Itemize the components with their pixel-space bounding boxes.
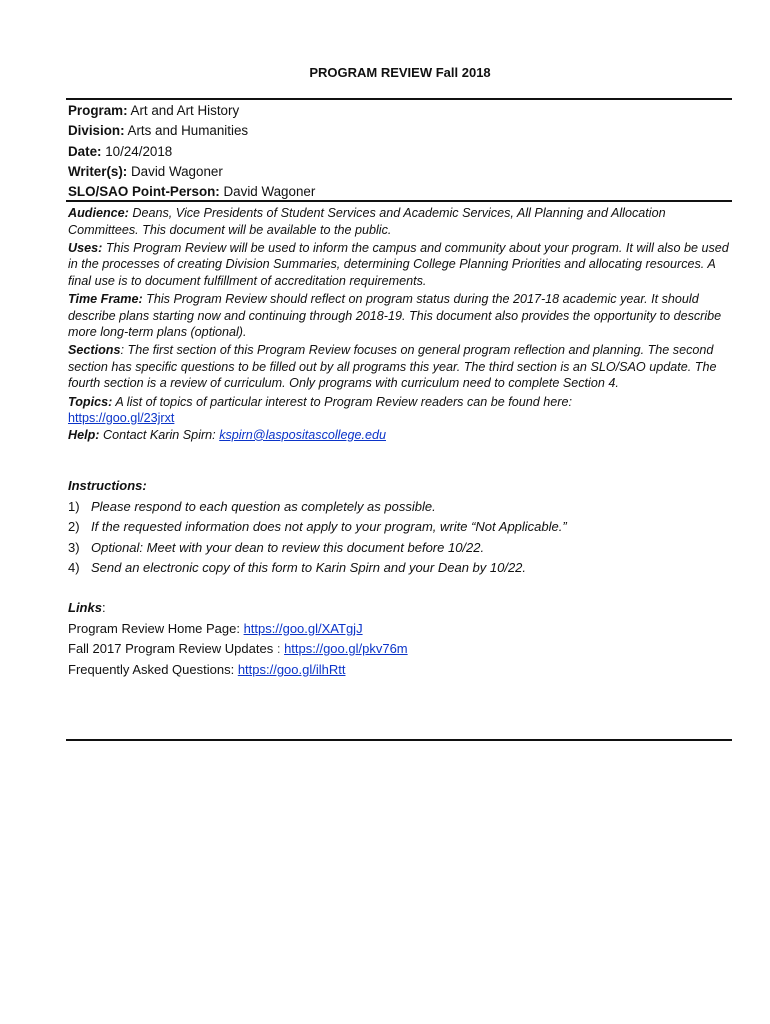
intro-section	[68, 205, 732, 443]
help-label: Help:	[68, 427, 100, 442]
links-heading-colon: :	[101, 600, 106, 615]
division-label: Division:	[68, 123, 125, 139]
writers-label: Writer(s):	[68, 163, 128, 179]
links-heading-row	[68, 598, 732, 619]
link-separator: :	[276, 641, 285, 657]
meta-divider	[66, 200, 732, 202]
audience-label: Audience:	[68, 206, 129, 220]
program-value: Art and Art History	[130, 103, 240, 118]
instruction-number: 1)	[68, 498, 80, 514]
uses-paragraph	[68, 240, 732, 290]
writers-row	[68, 162, 728, 182]
division-row	[68, 121, 728, 141]
topics-paragraph	[68, 394, 732, 444]
link-label: Program Review Home Page:	[68, 620, 244, 636]
instruction-item	[68, 497, 732, 518]
top-divider	[66, 98, 732, 100]
instructions-list	[68, 497, 732, 579]
program-meta	[68, 101, 728, 202]
sections-text: : The first section of this Program Review focuses on general program reflection and planning. The second section has specific questions to be filled out by all programs this year. The third section is an SLO/SAO update. The fourth section is a review of curriculum. Only programs with curriculum need to complete Section 4.	[68, 343, 717, 391]
link-row-fall-2017-updates	[68, 639, 732, 660]
uses-text: This Program Review will be used to inform the campus and community about your program. It will also be used in the processes of creating Division Summaries, determining College Planning Priorities and allocating resources. A final use is to document fulfillment of accreditation requirements.	[68, 240, 729, 288]
help-text: Contact Karin Spirn:	[102, 427, 216, 442]
instruction-number: 2)	[68, 519, 80, 534]
audience-text: Deans, Vice Presidents of Student Services and Academic Services, All Planning and Allocation Committees. This document will be available to the public.	[68, 206, 666, 237]
point-person-value: David Wagoner	[223, 184, 316, 200]
instruction-item	[68, 558, 732, 579]
program-label: Program:	[68, 103, 128, 118]
division-value: Arts and Humanities	[127, 123, 249, 139]
faq-link[interactable]: https://goo.gl/ilhRtt	[237, 661, 346, 677]
program-review-home-link[interactable]: https://goo.gl/XATgjJ	[243, 620, 363, 636]
instruction-text: Send an electronic copy of this form to Karin Spirn and your Dean by 10/22.	[91, 560, 527, 575]
audience-paragraph	[68, 205, 732, 238]
fall-2017-updates-link[interactable]: https://goo.gl/pkv76m	[284, 641, 408, 657]
date-value: 10/24/2018	[105, 143, 173, 159]
sections-paragraph	[68, 342, 732, 392]
timeframe-text: This Program Review should reflect on program status during the 2017-18 academic year. It should describe plans starting now and continuing through 2018-19. This document also provides the opportunity to describe more long-term plans (optional).	[68, 291, 722, 340]
help-email-link[interactable]: kspirn@laspositascollege.edu	[219, 427, 386, 442]
instruction-item	[68, 517, 732, 538]
links-section	[68, 598, 732, 680]
program-row	[68, 101, 728, 121]
instruction-number: 4)	[68, 560, 80, 575]
links-heading: Links	[68, 600, 102, 615]
writers-value: David Wagoner	[131, 163, 223, 179]
link-label: Fall 2017 Program Review Updates	[68, 641, 277, 657]
instruction-text: If the requested information does not apply to your program, write “Not Applicable.”	[91, 519, 567, 534]
topics-text: A list of topics of particular interest to Program Review readers can be found here:	[115, 394, 572, 409]
instructions-heading: Instructions:	[68, 478, 147, 493]
instruction-item	[68, 538, 732, 559]
link-row-program-review-home	[68, 619, 732, 640]
instruction-text: Optional: Meet with your dean to review this document before 10/22.	[91, 539, 485, 555]
page-title: PROGRAM REVIEW Fall 2018	[309, 65, 491, 80]
instruction-text: Please respond to each question as completely as possible.	[91, 498, 436, 514]
instructions-section	[68, 476, 732, 579]
instruction-number: 3)	[68, 539, 80, 555]
timeframe-label: Time Frame:	[68, 291, 143, 306]
topics-link[interactable]: https://goo.gl/23jrxt	[68, 411, 175, 426]
bottom-divider	[66, 739, 732, 741]
sections-label: Sections	[68, 343, 121, 358]
point-person-label: SLO/SAO Point-Person:	[68, 184, 220, 200]
date-label: Date:	[68, 143, 102, 159]
timeframe-paragraph	[68, 291, 732, 341]
link-label: Frequently Asked Questions:	[68, 661, 238, 677]
topics-label: Topics:	[68, 394, 113, 409]
uses-label: Uses:	[68, 240, 103, 255]
link-row-faq	[68, 660, 732, 681]
date-row	[68, 142, 728, 162]
